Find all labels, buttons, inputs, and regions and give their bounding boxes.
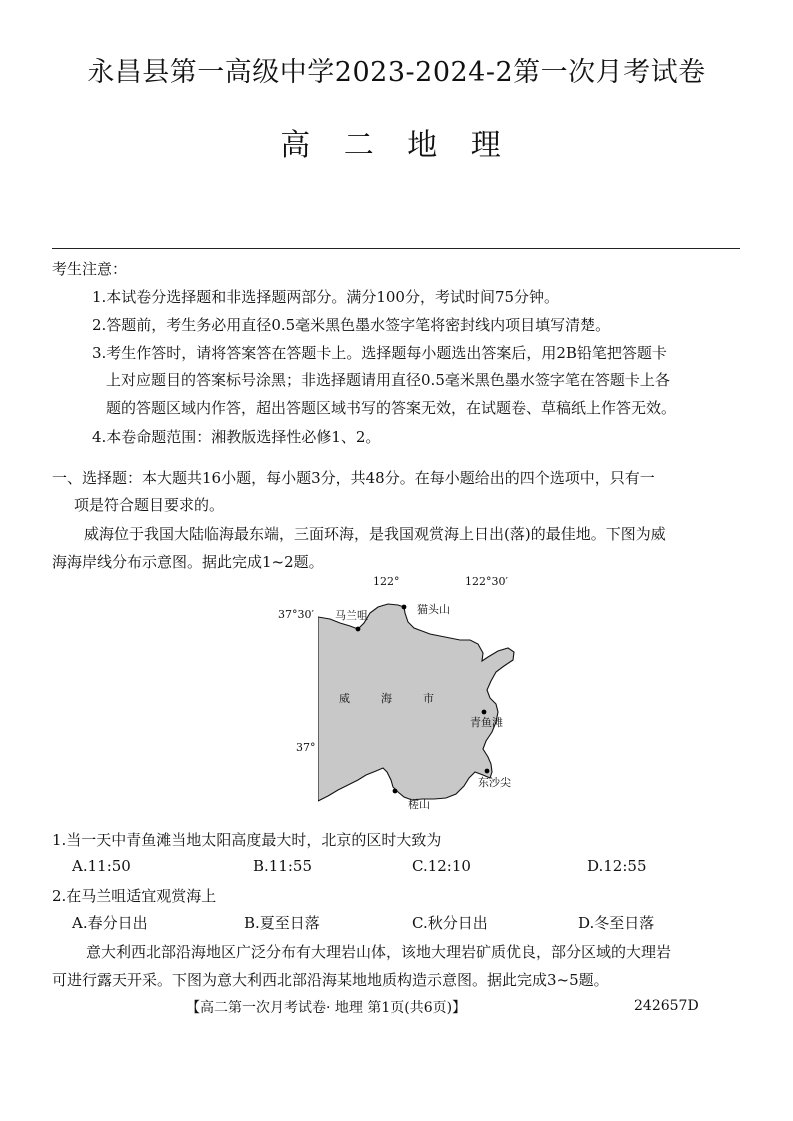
passage-1-line-2: 海海岸线分布示意图。据此完成1~2题。 — [52, 553, 324, 571]
question-1-option-d: D.12:55 — [587, 857, 647, 875]
map-label-city-2: 海 — [381, 692, 392, 705]
notice-item-3-cont-1: 上对应题目的答案标号涂黑；非选择题请用直径0.5毫米黑色墨水签字笔在答题卡上各 — [106, 371, 670, 389]
passage-1-line-1: 威海位于我国大陆临海最东端，三面环海，是我国观赏海上日出(落)的最佳地。下图为威 — [84, 525, 666, 543]
notice-item-2: 2.答题前，考生务必用直径0.5毫米黑色墨水签字笔将密封线内项目填写清楚。 — [92, 316, 611, 334]
section-heading-cont: 项是符合题目要求的。 — [74, 496, 225, 514]
map-point-malanju — [356, 627, 361, 632]
question-1-stem: 1.当一天中青鱼滩当地太阳高度最大时，北京的区时大致为 — [52, 831, 442, 849]
map-lon-left-label: 122° — [373, 575, 400, 588]
notice-item-4: 4.本卷命题范围：湘教版选择性必修1、2。 — [92, 428, 381, 446]
map-point-chashan — [393, 789, 398, 794]
notice-item-3-cont-2: 题的答题区域内作答，超出答题区域书写的答案无效，在试题卷、草稿纸上作答无效。 — [106, 399, 677, 417]
question-2-option-d: D.冬至日落 — [578, 914, 655, 932]
page-code: 242657D — [634, 998, 699, 1014]
notice-item-1: 1.本试卷分选择题和非选择题两部分。满分100分，考试时间75分钟。 — [92, 288, 560, 306]
notice-heading: 考生注意： — [52, 260, 128, 278]
map-label-maotoushan: 猫头山 — [417, 603, 450, 616]
question-1-option-b: B.11:55 — [253, 857, 313, 875]
question-1-option-c: C.12:10 — [412, 857, 471, 875]
map-label-city-3: 市 — [423, 692, 434, 705]
exam-subject: 高 二 地 理 — [280, 128, 513, 163]
header-divider — [52, 248, 740, 249]
map-label-qingyutan: 青鱼滩 — [470, 716, 503, 729]
map-point-dongshajian — [485, 769, 490, 774]
section-heading: 一、选择题：本大题共16小题，每小题3分，共48分。在每小题给出的四个选项中，只有一 — [52, 469, 655, 487]
map-label-dongshajian: 东沙尖 — [478, 776, 511, 789]
map-lon-right-label: 122°30′ — [465, 575, 508, 588]
question-2-option-c: C.秋分日出 — [412, 914, 488, 932]
question-2-stem: 2.在马兰咀适宜观赏海上 — [52, 887, 217, 905]
map-label-malanju: 马兰咀 — [335, 609, 368, 622]
question-1-option-a: A.11:50 — [72, 857, 131, 875]
question-2-option-b: B.夏至日落 — [244, 914, 320, 932]
passage-2-line-2: 可进行露天开采。下图为意大利西北部沿海某地地质构造示意图。据此完成3~5题。 — [52, 971, 609, 989]
page-footer: 【高二第一次月考试卷· 地理 第1页(共6页)】 — [186, 1000, 467, 1016]
map-label-chashan: 槎山 — [408, 798, 430, 811]
map-lat-top-label: 37°30′ — [278, 608, 314, 621]
notice-item-3: 3.考生作答时，请将答案答在答题卡上。选择题每小题选出答案后，用2B铅笔把答题卡 — [92, 344, 667, 362]
question-2-option-a: A.春分日出 — [72, 914, 148, 932]
exam-title: 永昌县第一高级中学2023-2024-2第一次月考试卷 — [87, 57, 706, 88]
passage-2-line-1: 意大利西北部沿海地区广泛分布有大理岩山体，该地大理岩矿质优良，部分区域的大理岩 — [86, 943, 672, 961]
map-lat-bottom-label: 37° — [296, 741, 316, 754]
map-point-maotoushan — [402, 605, 407, 610]
map-label-city-1: 威 — [339, 692, 350, 705]
